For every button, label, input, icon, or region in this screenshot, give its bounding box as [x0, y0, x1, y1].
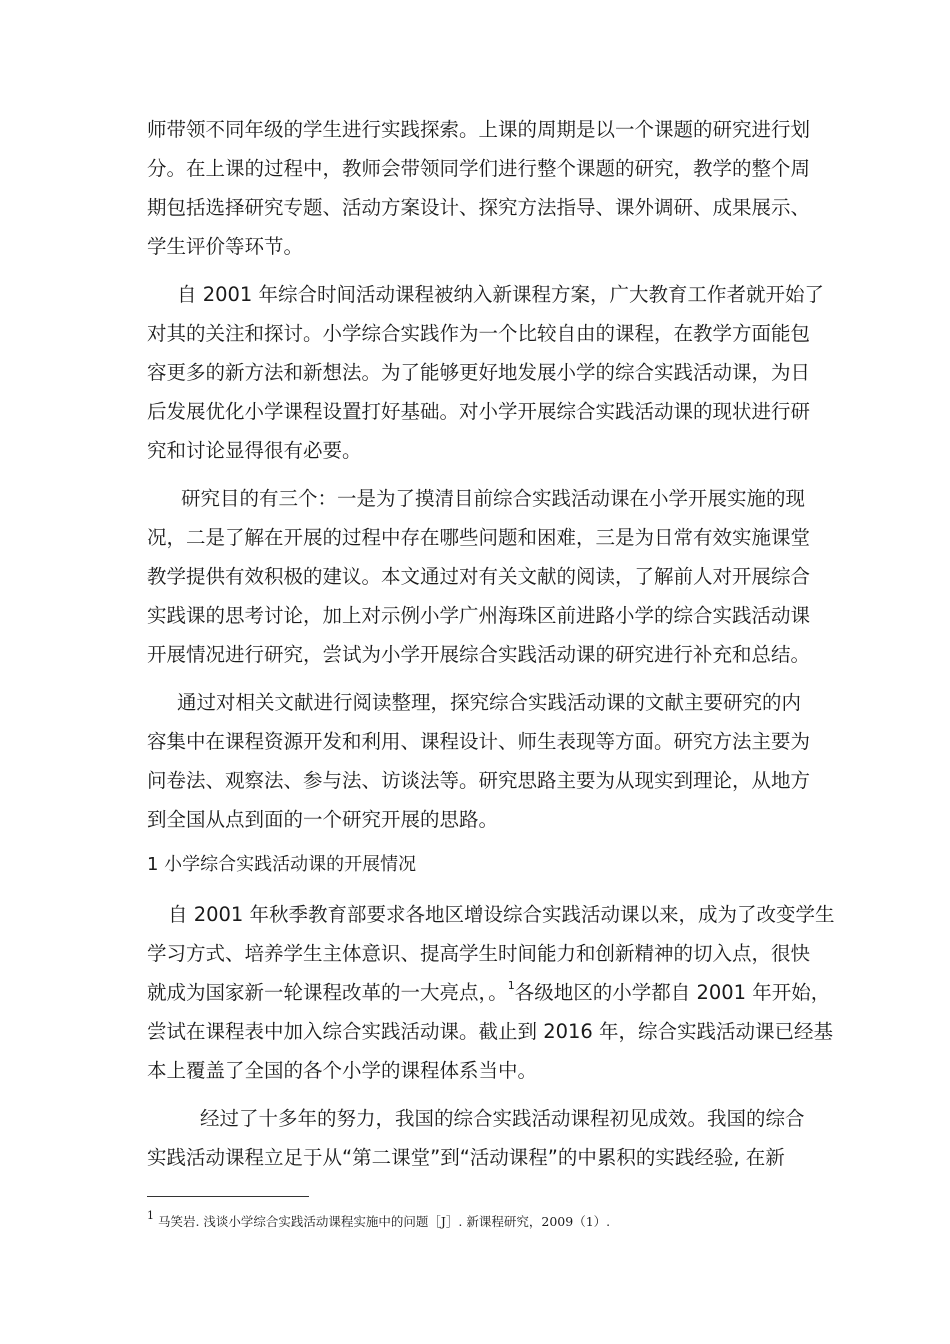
text-line: 究和讨论显得很有必要。 — [147, 439, 362, 462]
text-line: 尝试在课程表中加入综合实践活动课。截止到 2016 年，综合实践活动课已经基 — [147, 1020, 834, 1043]
text-line: 况，二是了解在开展的过程中存在哪些问题和困难，三是为日常有效实施课堂 — [147, 526, 811, 549]
text-line: 问卷法、观察法、参与法、访谈法等。研究思路主要为从现实到理论，从地方 — [147, 769, 811, 792]
text-line: 分。在上课的过程中，教师会带领同学们进行整个课题的研究，教学的整个周 — [147, 157, 811, 180]
footnote — [147, 1209, 611, 1230]
text-line: 期包括选择研究专题、活动方案设计、探究方法指导、课外调研、成果展示、 — [147, 196, 811, 219]
text-line: 自 2001 年综合时间活动课程被纳入新课程方案，广大教育工作者就开始了 — [177, 283, 825, 306]
text-line: 容更多的新方法和新想法。为了能够更好地发展小学的综合实践活动课，为日 — [147, 361, 811, 384]
text-line: 师带领不同年级的学生进行实践探索。上课的周期是以一个课题的研究进行划 — [147, 118, 811, 141]
footnote-reference[interactable]: 1 — [507, 979, 515, 992]
text-line: 到全国从点到面的一个研究开展的思路。 — [147, 808, 499, 831]
text-line: 研究目的有三个：一是为了摸清目前综合实践活动课在小学开展实施的现 — [181, 487, 806, 510]
text-line: 容集中在课程资源开发和利用、课程设计、师生表现等方面。研究方法主要为 — [147, 730, 811, 753]
text-line: 本上覆盖了全国的各个小学的课程体系当中。 — [147, 1059, 538, 1082]
text-line: 通过对相关文献进行阅读整理，探究综合实践活动课的文献主要研究的内 — [177, 691, 802, 714]
text-line: 实践活动课程立足于从“第二课堂”到“活动课程”的中累积的实践经验, 在新 — [147, 1146, 785, 1169]
text-line-with-footnote-ref — [147, 979, 831, 1004]
text-line: 实践课的思考讨论，加上对示例小学广州海珠区前进路小学的综合实践活动课 — [147, 604, 811, 627]
text-line: 学生评价等环节。 — [147, 235, 304, 258]
footnote-separator — [147, 1196, 309, 1197]
text-segment: 就成为国家新一轮课程改革的一大亮点，。 — [147, 981, 508, 1004]
text-segment: 各级地区的小学都自 2001 年开始， — [514, 981, 831, 1004]
text-line: 对其的关注和探讨。小学综合实践作为一个比较自由的课程，在教学方面能包 — [147, 322, 811, 345]
footnote-text: 马笑岩. 浅谈小学综合实践活动课程实施中的问题［J］. 新课程研究，2009（1）. — [154, 1214, 611, 1229]
text-line: 教学提供有效积极的建议。本文通过对有关文献的阅读，了解前人对开展综合 — [147, 565, 811, 588]
text-line: 学习方式、培养学生主体意识、提高学生时间能力和创新精神的切入点，很快 — [147, 942, 811, 965]
text-line: 后发展优化小学课程设置打好基础。对小学开展综合实践活动课的现状进行研 — [147, 400, 811, 423]
section-heading: 1 小学综合实践活动课的开展情况 — [147, 854, 417, 875]
text-line: 经过了十多年的努力，我国的综合实践活动课程初见成效。我国的综合 — [200, 1107, 805, 1130]
text-line: 开展情况进行研究，尝试为小学开展综合实践活动课的研究进行补充和总结。 — [147, 643, 811, 666]
text-line: 自 2001 年秋季教育部要求各地区增设综合实践活动课以来，成为了改变学生 — [168, 903, 835, 926]
footnote-mark: 1 — [147, 1209, 154, 1222]
